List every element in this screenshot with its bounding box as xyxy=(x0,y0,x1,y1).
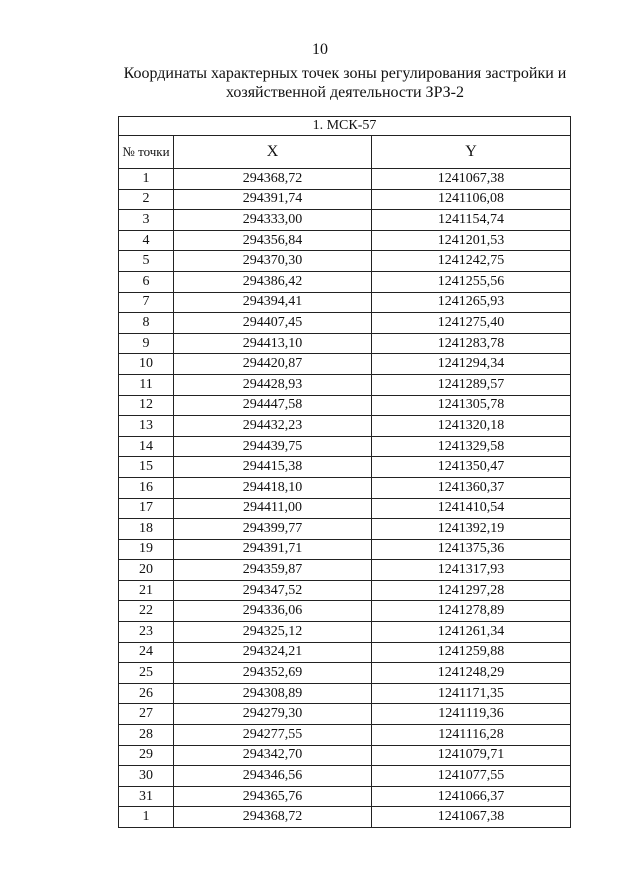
title-line-1: Координаты характерных точек зоны регулирования застройки и xyxy=(123,65,567,82)
x-coordinate-cell: 294439,75 xyxy=(174,436,372,457)
point-number-cell: 1 xyxy=(119,169,174,190)
y-coordinate-cell: 1241305,78 xyxy=(372,395,571,416)
x-coordinate-cell: 294324,21 xyxy=(174,642,372,663)
table-row xyxy=(119,704,571,725)
table-row xyxy=(119,560,571,581)
table-row xyxy=(119,354,571,375)
document-title xyxy=(110,64,580,102)
x-coordinate-cell: 294325,12 xyxy=(174,622,372,643)
y-coordinate-cell: 1241375,36 xyxy=(372,539,571,560)
point-number-cell: 6 xyxy=(119,271,174,292)
y-coordinate-cell: 1241392,19 xyxy=(372,519,571,540)
coordinates-table xyxy=(118,116,571,828)
x-coordinate-cell: 294342,70 xyxy=(174,745,372,766)
x-coordinate-cell: 294347,52 xyxy=(174,580,372,601)
point-number-cell: 20 xyxy=(119,560,174,581)
y-coordinate-cell: 1241275,40 xyxy=(372,313,571,334)
system-header-row xyxy=(119,117,571,136)
table-row xyxy=(119,416,571,437)
point-number-cell: 3 xyxy=(119,210,174,231)
x-coordinate-cell: 294394,41 xyxy=(174,292,372,313)
point-number-cell: 13 xyxy=(119,416,174,437)
point-number-cell: 11 xyxy=(119,374,174,395)
y-coordinate-cell: 1241410,54 xyxy=(372,498,571,519)
x-coordinate-cell: 294391,71 xyxy=(174,539,372,560)
table-row xyxy=(119,395,571,416)
x-coordinate-cell: 294368,72 xyxy=(174,169,372,190)
x-coordinate-cell: 294365,76 xyxy=(174,786,372,807)
table-row xyxy=(119,745,571,766)
point-number-cell: 8 xyxy=(119,313,174,334)
table-row xyxy=(119,539,571,560)
y-coordinate-cell: 1241079,71 xyxy=(372,745,571,766)
y-coordinate-cell: 1241265,93 xyxy=(372,292,571,313)
x-coordinate-cell: 294308,89 xyxy=(174,683,372,704)
x-coordinate-cell: 294346,56 xyxy=(174,766,372,787)
x-coordinate-cell: 294277,55 xyxy=(174,725,372,746)
y-coordinate-cell: 1241106,08 xyxy=(372,189,571,210)
table-row xyxy=(119,210,571,231)
y-coordinate-cell: 1241278,89 xyxy=(372,601,571,622)
point-number-cell: 23 xyxy=(119,622,174,643)
x-coordinate-cell: 294368,72 xyxy=(174,807,372,828)
table-row xyxy=(119,519,571,540)
x-coordinate-cell: 294386,42 xyxy=(174,271,372,292)
x-coordinate-cell: 294411,00 xyxy=(174,498,372,519)
y-coordinate-cell: 1241066,37 xyxy=(372,786,571,807)
point-number-cell: 15 xyxy=(119,457,174,478)
table-row xyxy=(119,642,571,663)
table-row xyxy=(119,807,571,828)
table-row xyxy=(119,292,571,313)
table-row xyxy=(119,189,571,210)
x-coordinate-cell: 294413,10 xyxy=(174,333,372,354)
y-coordinate-cell: 1241294,34 xyxy=(372,354,571,375)
y-column-header: Y xyxy=(372,136,571,169)
y-coordinate-cell: 1241360,37 xyxy=(372,477,571,498)
point-number-cell: 2 xyxy=(119,189,174,210)
point-number-cell: 1 xyxy=(119,807,174,828)
table-row xyxy=(119,169,571,190)
y-coordinate-cell: 1241119,36 xyxy=(372,704,571,725)
x-coordinate-cell: 294370,30 xyxy=(174,251,372,272)
y-coordinate-cell: 1241259,88 xyxy=(372,642,571,663)
point-number-header: № точки xyxy=(119,136,174,169)
point-number-cell: 26 xyxy=(119,683,174,704)
table-row xyxy=(119,333,571,354)
y-coordinate-cell: 1241255,56 xyxy=(372,271,571,292)
y-coordinate-cell: 1241329,58 xyxy=(372,436,571,457)
table-row xyxy=(119,683,571,704)
page-number: 10 xyxy=(312,41,328,58)
point-number-cell: 16 xyxy=(119,477,174,498)
table-row xyxy=(119,251,571,272)
column-header-row xyxy=(119,136,571,169)
y-coordinate-cell: 1241248,29 xyxy=(372,663,571,684)
table-row xyxy=(119,271,571,292)
x-coordinate-cell: 294279,30 xyxy=(174,704,372,725)
x-coordinate-cell: 294356,84 xyxy=(174,230,372,251)
point-number-cell: 22 xyxy=(119,601,174,622)
point-number-cell: 28 xyxy=(119,725,174,746)
table-row xyxy=(119,786,571,807)
point-number-cell: 24 xyxy=(119,642,174,663)
table-row xyxy=(119,766,571,787)
coordinate-system-label: 1. МСК-57 xyxy=(119,117,571,136)
table-row xyxy=(119,725,571,746)
table-row xyxy=(119,457,571,478)
y-coordinate-cell: 1241077,55 xyxy=(372,766,571,787)
y-coordinate-cell: 1241067,38 xyxy=(372,169,571,190)
point-number-cell: 19 xyxy=(119,539,174,560)
x-coordinate-cell: 294407,45 xyxy=(174,313,372,334)
point-number-cell: 25 xyxy=(119,663,174,684)
point-number-cell: 30 xyxy=(119,766,174,787)
table-row xyxy=(119,601,571,622)
y-coordinate-cell: 1241261,34 xyxy=(372,622,571,643)
point-number-cell: 27 xyxy=(119,704,174,725)
point-number-cell: 7 xyxy=(119,292,174,313)
y-coordinate-cell: 1241154,74 xyxy=(372,210,571,231)
y-coordinate-cell: 1241171,35 xyxy=(372,683,571,704)
y-coordinate-cell: 1241317,93 xyxy=(372,560,571,581)
point-number-cell: 10 xyxy=(119,354,174,375)
x-coordinate-cell: 294418,10 xyxy=(174,477,372,498)
table-row xyxy=(119,374,571,395)
y-coordinate-cell: 1241350,47 xyxy=(372,457,571,478)
y-coordinate-cell: 1241297,28 xyxy=(372,580,571,601)
x-column-header: X xyxy=(174,136,372,169)
y-coordinate-cell: 1241320,18 xyxy=(372,416,571,437)
point-number-cell: 12 xyxy=(119,395,174,416)
table-row xyxy=(119,230,571,251)
point-number-cell: 18 xyxy=(119,519,174,540)
table-row xyxy=(119,580,571,601)
table-row xyxy=(119,477,571,498)
y-coordinate-cell: 1241283,78 xyxy=(372,333,571,354)
x-coordinate-cell: 294359,87 xyxy=(174,560,372,581)
table-row xyxy=(119,622,571,643)
x-coordinate-cell: 294428,93 xyxy=(174,374,372,395)
x-coordinate-cell: 294432,23 xyxy=(174,416,372,437)
x-coordinate-cell: 294352,69 xyxy=(174,663,372,684)
table-row xyxy=(119,313,571,334)
x-coordinate-cell: 294399,77 xyxy=(174,519,372,540)
table-row xyxy=(119,498,571,519)
x-coordinate-cell: 294391,74 xyxy=(174,189,372,210)
point-number-cell: 5 xyxy=(119,251,174,272)
y-coordinate-cell: 1241067,38 xyxy=(372,807,571,828)
table-row xyxy=(119,436,571,457)
table-row xyxy=(119,663,571,684)
point-number-cell: 29 xyxy=(119,745,174,766)
x-coordinate-cell: 294447,58 xyxy=(174,395,372,416)
y-coordinate-cell: 1241201,53 xyxy=(372,230,571,251)
y-coordinate-cell: 1241242,75 xyxy=(372,251,571,272)
y-coordinate-cell: 1241116,28 xyxy=(372,725,571,746)
x-coordinate-cell: 294420,87 xyxy=(174,354,372,375)
point-number-cell: 14 xyxy=(119,436,174,457)
point-number-cell: 31 xyxy=(119,786,174,807)
point-number-cell: 9 xyxy=(119,333,174,354)
point-number-cell: 17 xyxy=(119,498,174,519)
y-coordinate-cell: 1241289,57 xyxy=(372,374,571,395)
point-number-cell: 21 xyxy=(119,580,174,601)
x-coordinate-cell: 294336,06 xyxy=(174,601,372,622)
x-coordinate-cell: 294333,00 xyxy=(174,210,372,231)
x-coordinate-cell: 294415,38 xyxy=(174,457,372,478)
point-number-cell: 4 xyxy=(119,230,174,251)
title-line-2: хозяйственной деятельности ЗРЗ-2 xyxy=(225,84,465,101)
